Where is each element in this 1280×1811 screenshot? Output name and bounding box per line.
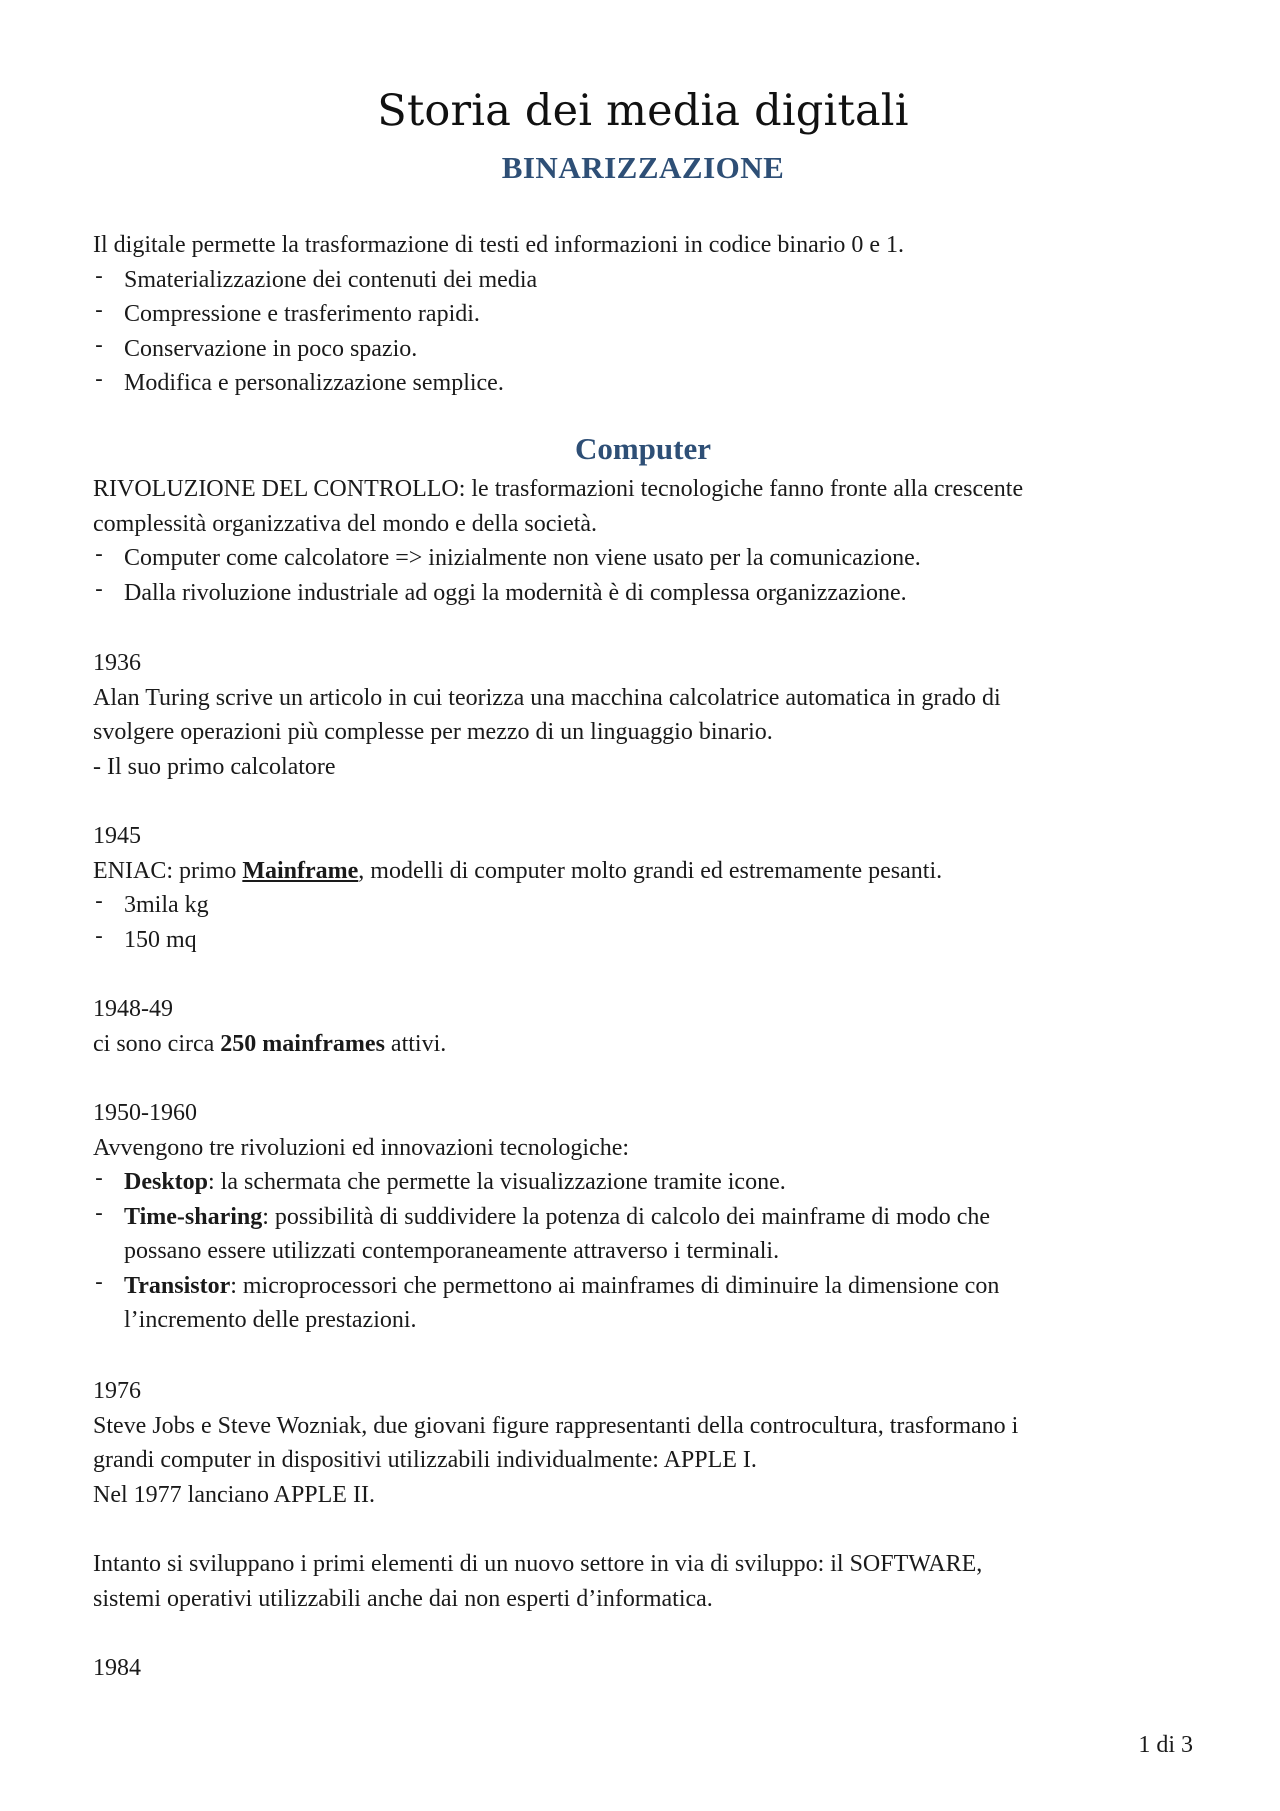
list-item: - Transistor: microprocessori che permettono ai mainframes di diminuire la dimensione con l’incremento delle prestazioni. [95, 1269, 1000, 1333]
year-label: 1976 [93, 1378, 141, 1404]
list-item: - Computer come calcolatore => inizialmente non viene usato per la comunicazione. [95, 542, 921, 571]
list-item: - 3mila kg [95, 889, 209, 918]
intro-text: Il digitale permette la trasformazione di testi ed informazioni in codice binario 0 e 1. [93, 232, 905, 258]
computer-section [93, 472, 1193, 610]
section-subtitle: BINARIZZAZIONE [501, 150, 785, 185]
paragraph-line: ci sono circa 250 mainframes attivi. [93, 1030, 447, 1057]
list-item: - Compressione e trasferimento rapidi. [95, 298, 480, 327]
paragraph-line: Alan Turing scrive un articolo in cui teorizza una macchina calcolatrice automatica in grado di [93, 684, 1001, 711]
computer-heading: Computer [574, 431, 712, 466]
section-1976 [93, 1374, 1193, 1512]
section-1936 [93, 646, 1193, 784]
section-1984 [93, 1651, 1193, 1686]
list-item: - Desktop: la schermata che permette la visualizzazione tramite icone. [95, 1166, 786, 1195]
list-item: - Modifica e personalizzazione semplice. [95, 367, 504, 396]
paragraph-line: Avvengono tre rivoluzioni ed innovazioni tecnologiche: [93, 1134, 630, 1161]
year-label: 1948-49 [93, 996, 173, 1022]
year-label: 1984 [93, 1655, 141, 1681]
list-item: - Dalla rivoluzione industriale ad oggi la modernità è di complessa organizzazione. [95, 576, 907, 606]
list-item: - Time-sharing: possibilità di suddividere la potenza di calcolo dei mainframe di modo che possano essere utilizzati contemporaneamente attraverso i terminali. [95, 1200, 991, 1264]
paragraph-line: ENIAC: primo Mainframe, modelli di computer molto grandi ed estremamente pesanti. [93, 857, 943, 884]
paragraph-line: svolgere operazioni più complesse per mezzo di un linguaggio binario. [93, 719, 773, 745]
section-1945 [93, 819, 1193, 957]
year-label: 1950-1960 [93, 1100, 197, 1126]
section-1948 [93, 992, 1193, 1061]
year-label: 1936 [93, 650, 141, 676]
list-item: - 150 mq [95, 923, 197, 953]
page-number: 1 di 3 [1138, 1732, 1193, 1758]
list-item: - Smaterializzazione dei contenuti dei media [95, 263, 538, 293]
paragraph-line: complessità organizzativa del mondo e della società. [93, 510, 598, 537]
section-1950 [93, 1096, 1193, 1338]
document-title: Storia dei media digitali [377, 86, 909, 136]
paragraph-line: grandi computer in dispositivi utilizzabili individualmente: APPLE I. [93, 1447, 757, 1473]
paragraph-line: Nel 1977 lanciano APPLE II. [93, 1481, 375, 1508]
year-label: 1945 [93, 823, 141, 849]
software-section [93, 1547, 1193, 1616]
mainframe-term: Mainframe [242, 857, 359, 884]
paragraph-line: Intanto si sviluppano i primi elementi di un nuovo settore in via di sviluppo: il SOFTWARE, [93, 1551, 983, 1577]
paragraph-line: RIVOLUZIONE DEL CONTROLLO: le trasformazioni tecnologiche fanno fronte alla crescente [93, 476, 1024, 502]
list-item: - Conservazione in poco spazio. [95, 332, 418, 362]
paragraph-line: sistemi operativi utilizzabili anche dai non esperti d’informatica. [93, 1585, 713, 1612]
paragraph-line: Steve Jobs e Steve Wozniak, due giovani figure rappresentanti della controcultura, trasformano i [93, 1412, 1019, 1439]
paragraph-line: - Il suo primo calcolatore [93, 753, 336, 780]
intro-section [93, 228, 1193, 401]
